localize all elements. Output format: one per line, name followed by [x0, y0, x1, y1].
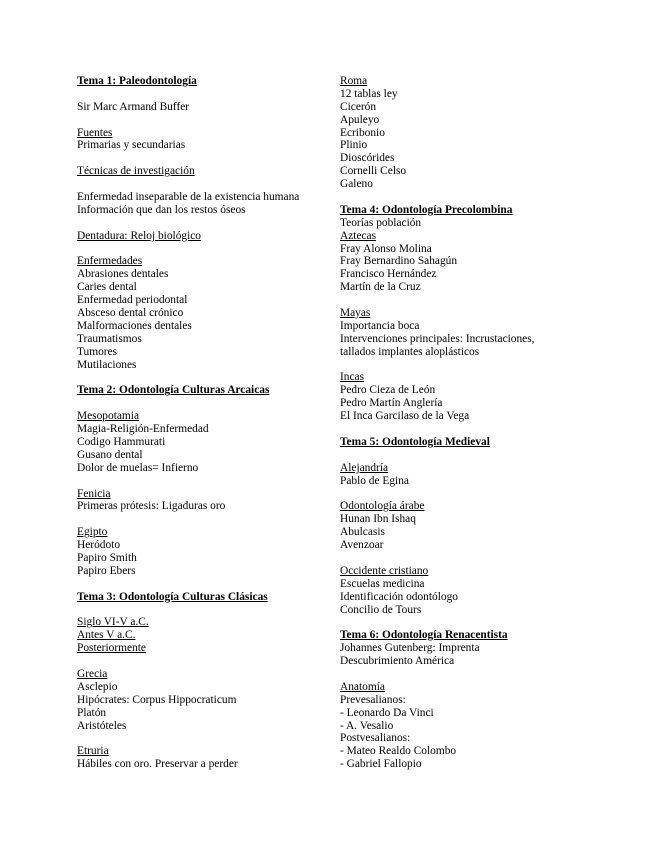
- text-line: tallados implantes aloplásticos: [340, 345, 480, 358]
- subsection-title: Antes V a.C.: [77, 629, 136, 642]
- text-line: Codigo Hammurati: [77, 435, 166, 448]
- section-heading: Tema 3: Odontología Culturas Clásicas: [77, 590, 268, 603]
- text-line: Gusano dental: [77, 448, 143, 461]
- subsection-title: Siglo VI-V a.C.: [77, 616, 149, 629]
- subsection-title: Roma: [340, 75, 368, 87]
- section-heading: Tema 6: Odontología Renacentista: [340, 629, 508, 642]
- blank-line: [77, 152, 327, 165]
- text-line: Papiro Smith: [77, 551, 137, 564]
- subsection-title: Fenicia: [77, 487, 111, 500]
- text-line: - Gabriel Fallopio: [340, 758, 422, 771]
- text-line: Cornelli Celso: [340, 165, 407, 178]
- text-line: Mutilaciones: [77, 358, 137, 371]
- text-line: Escuelas medicina: [340, 577, 425, 590]
- text-line: Abrasiones dentales: [77, 268, 169, 281]
- blank-line: [77, 732, 327, 745]
- text-line: Descubrimiento América: [340, 655, 455, 668]
- section-heading: Tema 2: Odontología Culturas Arcaicas: [77, 384, 270, 397]
- text-line: Dolor de muelas= Infierno: [77, 461, 199, 474]
- text-line: - Leonardo Da Vinci: [340, 706, 434, 719]
- blank-line: [77, 578, 327, 591]
- blank-line: [77, 513, 327, 526]
- text-line: Absceso dental crónico: [77, 307, 184, 320]
- blank-line: [340, 552, 580, 565]
- text-line: El Inca Garcilaso de la Vega: [340, 410, 470, 423]
- text-line: Heródoto: [77, 539, 121, 552]
- blank-line: [340, 488, 580, 501]
- text-line: Apuleyo: [340, 113, 380, 126]
- section-heading: Tema 1: Paleodontología: [77, 75, 197, 87]
- subsection-title: Mesopotamia: [77, 410, 140, 423]
- text-line: Francisco Hernández: [340, 268, 437, 281]
- subsection-title: Enfermedades: [77, 255, 143, 268]
- text-line: Primeras prótesis: Ligaduras oro: [77, 500, 226, 513]
- subsection-title: Alejandría: [340, 461, 389, 474]
- text-line: Dioscórides: [340, 152, 395, 165]
- text-line: Postvesalianos:: [340, 732, 411, 745]
- text-line: Fray Alonso Molina: [340, 242, 432, 255]
- text-line: Identificación odontólogo: [340, 590, 458, 603]
- subsection-title: Grecia: [77, 667, 108, 680]
- text-line: 12 tablas ley: [340, 87, 398, 100]
- subsection-title: Fuentes: [77, 126, 113, 139]
- blank-line: [77, 88, 327, 101]
- blank-line: [340, 668, 580, 681]
- right-column: [340, 75, 580, 771]
- blank-line: [340, 359, 580, 372]
- text-line: Pedro Martín Anglería: [340, 397, 443, 410]
- text-line: Plinio: [340, 139, 368, 152]
- text-line: Aristóteles: [77, 719, 127, 732]
- text-line: Prevesalianos:: [340, 693, 406, 706]
- text-line: Concilio de Tours: [340, 603, 422, 616]
- blank-line: [77, 217, 327, 230]
- text-line: Asclepio: [77, 680, 118, 693]
- text-line: Importancia boca: [340, 319, 420, 332]
- text-line: Enfermedad periodontal: [77, 294, 188, 307]
- subsection-title: Técnicas de investigación: [77, 165, 195, 178]
- text-line: Papiro Ebers: [77, 564, 136, 577]
- text-line: Pedro Cieza de León: [340, 384, 436, 397]
- text-line: Intervenciones principales: Incrustaciones,: [340, 332, 535, 345]
- subsection-title: Anatomía: [340, 680, 385, 693]
- text-line: Avenzoar: [340, 539, 384, 552]
- subsection-title: Incas: [340, 371, 365, 384]
- subsection-title: Posteriormente: [77, 642, 146, 655]
- subsection-title: Etruria: [77, 745, 109, 758]
- text-line: Pablo de Egina: [340, 474, 409, 487]
- text-line: Fray Bernardino Sahagún: [340, 255, 458, 268]
- text-line: Tumores: [77, 345, 118, 358]
- text-line: Magia-Religión-Enfermedad: [77, 423, 209, 436]
- text-line: Hipócrates: Corpus Hippocraticum: [77, 693, 237, 706]
- text-line: Enfermedad inseparable de la existencia humana: [77, 191, 300, 204]
- text-line: Ecribonio: [340, 126, 385, 139]
- section-heading: Tema 5: Odontología Medieval: [340, 435, 490, 448]
- text-line: Caries dental: [77, 281, 137, 294]
- text-line: Hábiles con oro. Preservar a perder: [77, 758, 238, 771]
- blank-line: [340, 423, 580, 436]
- text-line: Martín de la Cruz: [340, 281, 421, 294]
- blank-line: [340, 449, 580, 462]
- text-line: Johannes Gutenberg: Imprenta: [340, 642, 480, 655]
- text-line: Traumatismos: [77, 332, 142, 345]
- blank-line: [77, 243, 327, 256]
- blank-line: [77, 397, 327, 410]
- blank-line: [340, 294, 580, 307]
- subsection-title: Occidente cristiano: [340, 564, 429, 577]
- left-column: [77, 75, 327, 771]
- blank-line: [77, 178, 327, 191]
- section-heading: Tema 4: Odontología Precolombina: [340, 203, 513, 216]
- subsection-title: Dentadura: Reloj biológico: [77, 229, 202, 242]
- blank-line: [77, 604, 327, 617]
- text-line: - A. Vesalio: [340, 719, 394, 732]
- blank-line: [77, 475, 327, 488]
- subsection-title: Mayas: [340, 307, 371, 320]
- text-line: Cicerón: [340, 100, 377, 113]
- text-line: Primarias y secundarias: [77, 139, 186, 152]
- text-line: Hunan Ibn Ishaq: [340, 513, 416, 526]
- blank-line: [340, 616, 580, 629]
- text-line: Galeno: [340, 178, 373, 191]
- subsection-title: Aztecas: [340, 229, 377, 242]
- text-line: Abulcasis: [340, 526, 385, 539]
- blank-line: [77, 114, 327, 127]
- text-line: Teorías población: [340, 216, 422, 229]
- text-line: Malformaciones dentales: [77, 319, 192, 332]
- subsection-title: Odontología árabe: [340, 500, 425, 513]
- subsection-title: Egipto: [77, 526, 108, 539]
- blank-line: [77, 655, 327, 668]
- text-line: - Mateo Realdo Colombo: [340, 745, 457, 758]
- text-line: Información que dan los restos óseos: [77, 203, 246, 216]
- blank-line: [77, 371, 327, 384]
- blank-line: [340, 191, 580, 204]
- text-line: Platón: [77, 706, 107, 719]
- text-line: Sir Marc Armand Buffer: [77, 100, 190, 113]
